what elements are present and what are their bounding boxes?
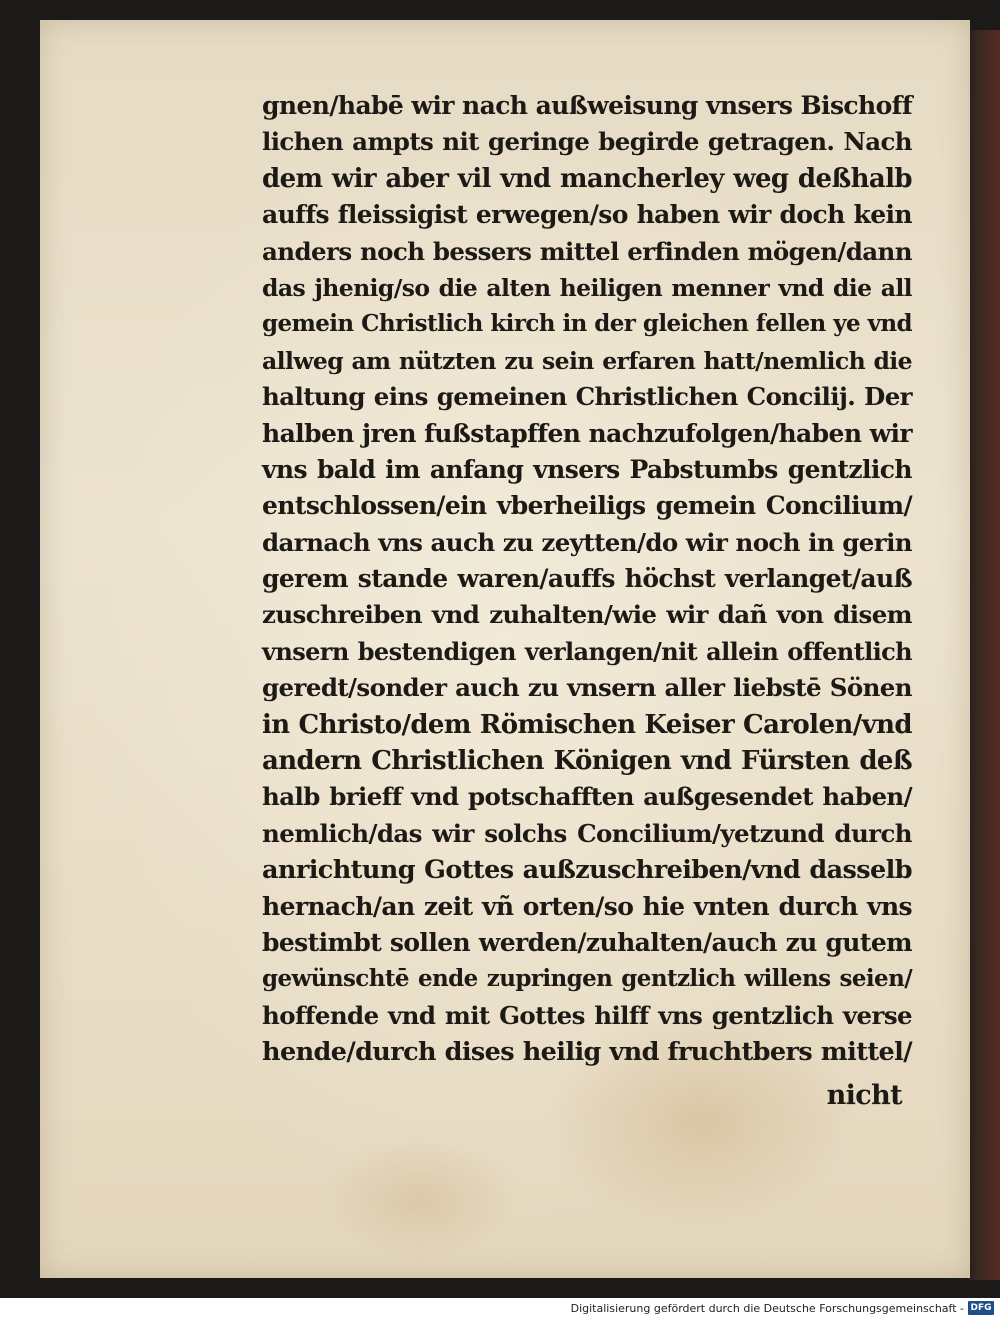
dfg-logo: DFG [968, 1301, 994, 1315]
text-line: lichen ampts nit geringe begirde getragen. Nach [262, 127, 912, 157]
text-line: gnen/habē wir nach außweisung vnsers Bischoff [262, 91, 912, 120]
text-line: halb brieff vnd potschafften außgesendet haben/ [262, 782, 912, 812]
text-line: andern Christlichen Königen vnd Fürsten deß [262, 746, 912, 777]
text-line: dem wir aber vil vnd mancherley weg deßhalb [262, 163, 912, 194]
text-line: haltung eins gemeinen Christlichen Concilij. Der [262, 382, 912, 412]
text-line: vns bald im anfang vnsers Pabstumbs gentzlich [262, 454, 912, 484]
digitization-footer [0, 1298, 1000, 1319]
text-line: zuschreiben vnd zuhalten/wie wir dañ von disem [262, 600, 912, 630]
text-line: entschlossen/ein vberheiligs gemein Concilium/ [262, 491, 912, 521]
text-line: anders noch bessers mittel erfinden mögen/dann [262, 236, 912, 266]
text-line: hende/durch dises heilig vnd fruchtbers mittel/ [262, 1037, 912, 1068]
text-line: vnsern bestendigen verlangen/nit allein offentlich [262, 636, 912, 666]
text-line: das jhenig/so die alten heiligen menner vnd die all [262, 273, 912, 302]
book-edge [968, 30, 1000, 1280]
text-line: geredt/sonder auch zu vnsern aller liebstē Sönen [262, 673, 912, 703]
text-line: anrichtung Gottes außzuschreiben/vnd dasselb [262, 855, 912, 886]
text-line: gemein Christlich kirch in der gleichen fellen ye vnd [262, 310, 912, 338]
text-line: nemlich/das wir solchs Concilium/yetzund durch [262, 818, 912, 848]
text-line: halben jren fußstapffen nachzufolgen/haben wir [262, 418, 912, 448]
text-line: darnach vns auch zu zeytten/do wir noch in gerin [262, 527, 912, 557]
text-line: in Christo/dem Römischen Keiser Carolen/vnd [262, 709, 912, 740]
funding-credit: Digitalisierung gefördert durch die Deutsche Forschungsgemeinschaft - [570, 1302, 964, 1315]
text-line: bestimbt sollen werden/zuhalten/auch zu gutem [262, 927, 912, 957]
text-line: gewünschtē ende zupringen gentzlich willens seien/ [262, 965, 912, 993]
book-page [40, 20, 970, 1278]
body-text [262, 88, 912, 1071]
text-line: hernach/an zeit vñ orten/so hie vnten durch vns [262, 891, 912, 921]
text-line: allweg am nützten zu sein erfaren hatt/nemlich die [262, 346, 912, 375]
text-line: gerem stande waren/auffs höchst verlanget/auß [262, 564, 912, 594]
text-line: auffs fleissigist erwegen/so haben wir doch kein [262, 200, 912, 230]
text-line: hoffende vnd mit Gottes hilff vns gentzlich verse [262, 1000, 912, 1030]
catchword: nicht [826, 1080, 902, 1111]
